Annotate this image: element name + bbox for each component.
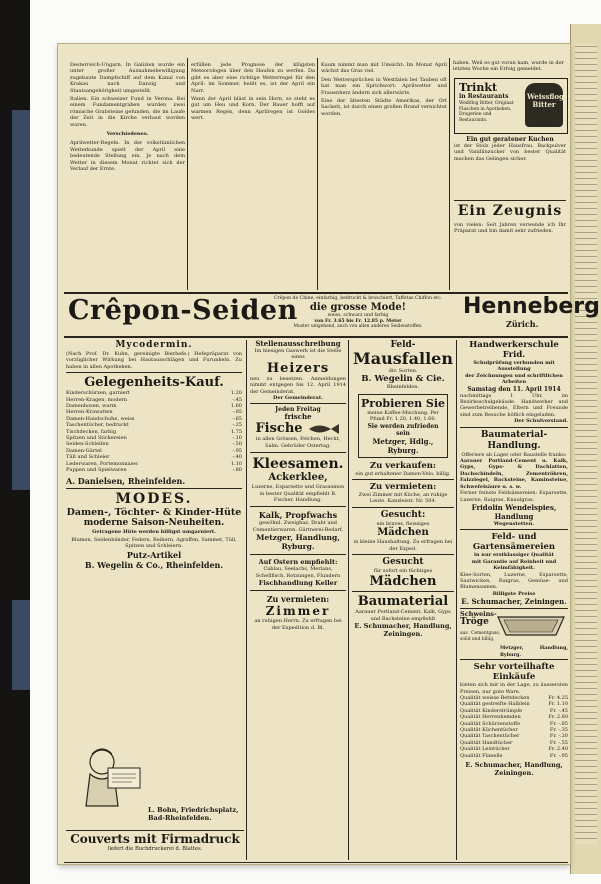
child-illustration xyxy=(72,744,142,814)
banner-colors: weiss, schwarz und farbig xyxy=(327,313,389,318)
metzger-firm: Metzger, Handlung, Ryburg. xyxy=(256,533,340,552)
item-price: 1.60 xyxy=(230,403,242,410)
banner-middle-text xyxy=(254,296,462,332)
zimmer-body: an ruhigen Herrn. Zu erfragen bei der Expedition d. Bl. xyxy=(254,618,342,631)
item-name: Herren-Kragen, modern xyxy=(66,396,128,403)
baumaterial-handlung-body-2: Ferner feinste Feldsämereien: Esparsette, Luzerne, Raigras, Knaulgras. xyxy=(460,490,568,503)
item-price: Fr. -.55 xyxy=(549,739,568,746)
item-price: -.25 xyxy=(232,422,242,429)
maedchen2-body: für sofort ein tüchtiges xyxy=(373,568,433,575)
adjacent-page-edge xyxy=(570,24,601,874)
modes-note: Getragene Hüte werden billigst umgarniert. xyxy=(92,528,216,535)
ackerklee-heading: Ackerklee, xyxy=(268,472,328,484)
schweins-label: Schweins- xyxy=(460,610,497,619)
probieren-box xyxy=(358,394,448,458)
item-price: -.10 xyxy=(232,435,242,442)
item-name: Damenhosen, warm xyxy=(66,403,117,410)
item-name: Seiden-Schleifen xyxy=(66,441,109,448)
item-name: Qualität Schürzenstoffe xyxy=(460,720,521,727)
kalk-heading: Kalk, Propfwachs xyxy=(258,510,338,521)
column-rule xyxy=(187,58,188,290)
trough-icon xyxy=(496,613,566,637)
brand-logo-text: Weissflog Bitter xyxy=(527,92,564,109)
item-name: Qualität Flanelle xyxy=(460,752,503,759)
vorteilhafte-body: bieten sich mir in der Lage, zu äussersten Preisen, nur gute Ware. xyxy=(460,682,568,695)
mycodermin-body: (Nach Prof. Dr. Kuhn, gereinigte Bierhefe.) Hefepräparat von vorzüglicher Wirkung bei Hautausschlägen und Furunkeln. Zu haben in allen Apotheken. xyxy=(66,351,242,370)
stelle-body-2: neu zu besetzen. Anmeldungen nimmt entgegen bis 12. April 1914 der Gemeinderat. xyxy=(250,375,346,395)
gemeinderat-sign: Der Gemeinderat. xyxy=(273,395,323,402)
top-right-column xyxy=(321,62,447,286)
baumaterial-handlung-body: Aarauer Portland-Cement u. Kalk, Gyps, Gyps- & Dachlatten, Dachschindeln, Zementröhren, Falzziegel, Backsteine, Kaminsteine, Schwefelsäure u. s. w. xyxy=(460,458,568,490)
modes-body: Blumen, Seidenbänder, Federn, Reihern, Agraffen, Sammet, Tüll, Spitzen und Schleiern. xyxy=(71,536,237,550)
feld-gartensamen-sub: in nur erstklassiger Qualität xyxy=(474,552,554,559)
gesucht-body: ein braves, fleissiges xyxy=(376,520,430,527)
ostern-heading: Auf Ostern empfiehlt: xyxy=(258,558,338,567)
gesucht-heading: Gesucht: xyxy=(380,509,426,520)
troege-firm: Metzger, Handlung, Ryburg. xyxy=(500,645,568,658)
mausfallen-heading: Mausfallen xyxy=(353,349,453,368)
troege-body: aus Cementguss, solid und billig. xyxy=(460,631,500,642)
item-name: Qualität Herrenhemden xyxy=(460,714,521,721)
child-drawing xyxy=(72,744,142,814)
mycodermin-heading: Mycodermin. xyxy=(115,340,193,350)
separator-rule xyxy=(454,200,566,201)
item-price: Fr. -.45 xyxy=(549,707,568,714)
bohn-advert xyxy=(148,806,244,828)
probieren-slogan: Sie werden zufrieden sein xyxy=(367,422,439,437)
vorteilhafte-heading: Sehr vorteilhafte Einkäufe xyxy=(473,662,555,683)
item-name: Damen-Handschuhe, weiss xyxy=(66,415,135,422)
stelle-body: Im hiesigen Gaswerk ist die Stelle eines xyxy=(254,348,342,361)
baumaterial-handlung-heading: Baumaterial-Handlung. xyxy=(480,429,548,451)
verkaufen-heading: Zu verkaufen: xyxy=(369,460,437,471)
henneberg-city: Zürich. xyxy=(506,319,539,329)
fish-icon xyxy=(307,422,341,436)
page-bottom-rule xyxy=(64,862,568,863)
item-name: Damen-Gürtel xyxy=(66,447,102,454)
item-price: Fr. -.85 xyxy=(549,720,568,727)
item-price: Fr. -.95 xyxy=(549,752,568,759)
bottom-firm: E. Schumacher, Handlung, Zeiningen. xyxy=(465,761,563,778)
item-name: Qualität Küchentücher xyxy=(460,727,518,733)
advert-column-3 xyxy=(352,340,454,862)
item-price: -.40 xyxy=(232,454,242,461)
handwerkerschule-heading: Handwerkerschule Frid. xyxy=(469,340,559,360)
banner-bottom-rule xyxy=(64,336,568,338)
probieren-body: meine Kaffee-Mischung. Per Pfund Fr. 1.20, 1.40, 1.60. xyxy=(367,409,439,423)
modes-heading: MODES. xyxy=(115,490,193,507)
mausfallen-body: div. Sorten. xyxy=(388,368,418,374)
banner-fabrics: Crêpon de Chine, einfarbig, bedruckt & broschiert, Taffetas Chiffon etc. xyxy=(274,296,442,301)
schweinstroege-advert xyxy=(460,611,568,657)
maedchen-heading: Mädchen xyxy=(377,527,429,539)
baumaterial-handlung-sub: Offeriere ab Lager oder Baustelle franko: xyxy=(461,451,567,458)
zimmer-heading: Zimmer xyxy=(265,604,331,619)
trinkt-advert xyxy=(454,78,568,134)
item-price: -.80 xyxy=(232,467,242,474)
feld-gartensamen-sub-2: mit Garantie auf Reinheit und Keimfähigkeit. xyxy=(471,558,557,572)
wegelin-cie-firm: B. Wegelin & Cie. xyxy=(361,374,445,385)
item-name: Puppen und Spielwaren xyxy=(66,467,127,474)
fischhandlung-firm: Fischhandlung Keller xyxy=(258,579,338,588)
kalk-body: gewöhnl. Zweighaz, Draht und Cementierwaren. Gärtnerei-Bedarf. xyxy=(252,520,344,533)
section-heading: Verschiedenes. xyxy=(106,131,149,138)
kuchen-body: ist der Stolz jeder Hausfrau. Backpulver und Vanillinzucker von bester Qualität machen das Gelingen sicher. xyxy=(454,143,566,162)
item-price: Fr. 2.80 xyxy=(548,714,568,721)
item-name: Tüll und Schleier xyxy=(66,454,110,461)
item-name: Herren-Krawatten xyxy=(66,409,113,416)
item-name: Taschentücher, bedruckt xyxy=(66,422,129,429)
couverts-advert xyxy=(66,832,244,862)
banner-slogan: die grosse Mode! xyxy=(309,302,407,313)
item-name: Qualität Handtücher xyxy=(460,739,513,746)
column-rule xyxy=(348,340,349,860)
trinkt-body: Weißflog Bitter, Original-Flaschen in Apotheken, Drogerien und Restaurants. xyxy=(459,101,515,123)
vermieten-heading-2: Zu vermieten: xyxy=(369,482,437,493)
article-paragraph: erfüllen jede Prognose der klügsten Meteorologen über den Haufen zu werfen. Da gibt es aber eine richtige Wetterregel für den April: im Sommer, heißt es, ist der April ein Narr. xyxy=(191,62,315,94)
item-name: Qualität gestreifte Halblein xyxy=(460,701,530,708)
baumaterial-body: Aarauer Portland-Cement, Kalk, Gyps und Backsteine empfiehlt xyxy=(355,609,451,622)
item-price: 1.75 xyxy=(230,428,242,435)
stelle-heading: Stellenausschreibung xyxy=(255,339,341,348)
trinkt-heading: Trinkt xyxy=(459,81,498,94)
wegelin-firm: B. Wegelin & Co., Rheinfelden. xyxy=(84,559,224,570)
article-paragraph: haben. Weil es gut voran kam, wurde in der letzten Woche ein Erfolg gemeldet. xyxy=(453,60,564,73)
zeugnis-body: von vielen: Seit Jahren verwende ich Ihr Präparat und bin damit sehr zufrieden. xyxy=(454,222,566,235)
couverts-heading: Couverts mit Firmadruck xyxy=(70,832,240,846)
advert-column-2 xyxy=(250,340,346,862)
item-price: -.45 xyxy=(232,396,242,403)
article-paragraph: Eine der ältesten Städte Amerikas, der Ort Sackett, ist durch einen großen Brand vernichtet worden. xyxy=(321,98,447,117)
schulvorstand-sign: Der Schulvorstand. xyxy=(514,418,568,425)
wendelspies-city: Wegenstetten. xyxy=(493,520,535,527)
separator-rule xyxy=(66,830,244,831)
column-rule xyxy=(449,58,450,290)
item-name: Kinderschürzen, garniert xyxy=(66,390,131,397)
vermieten-body: Zwei Zimmer mit Küche, an ruhige Leute. Kanzleistr. Nr. 504. xyxy=(358,492,448,505)
handwerkerschule-body: nachmittags 1 Uhr, im Bezirksschulgebäude. Handwerker und Gewerbetreibende, Eltern und Freunde sind zum Besuche höflich eingeladen. xyxy=(460,392,568,418)
item-price: -.50 xyxy=(232,441,242,448)
advert-column-4 xyxy=(460,340,568,862)
article-paragraph: Italien. Ein schweizer Fund in Verona. Bei einem Fundamentgraben wurden zwei römische Grabsteine gefunden, die im Laufe der Zeit in die Kirche verbaut worden waren. xyxy=(70,96,185,128)
item-price: Fr. 2.40 xyxy=(548,746,568,753)
item-name: Qualität Kinderstrümpfe xyxy=(460,707,523,714)
probieren-heading: Probieren Sie xyxy=(361,396,446,410)
handwerkerschule-sub-2: der Zeichnungen und schriftlichen Arbeiten xyxy=(465,372,563,386)
item-price: -.85 xyxy=(232,409,242,416)
bohn-city: Bad-Rheinfelden. xyxy=(148,814,212,822)
goods-list-row xyxy=(460,753,568,759)
item-price: Fr. 4.25 xyxy=(548,694,568,701)
gesucht-heading-2: Gesucht xyxy=(382,557,424,568)
article-paragraph: Wann der April bläst in sein Horn, so steht es gut um Heu und Korn. Der Bauer hofft auf warmen Regen, denn Aprilregen ist Goldes wert. xyxy=(191,96,315,122)
top-middle-column xyxy=(191,62,315,286)
handwerkerschule-date: Samstag den 11. April 1914 xyxy=(467,385,561,393)
verkaufen-body: ein gut erhaltener Damen-Velo, billig. xyxy=(355,470,451,477)
column-rule xyxy=(456,340,457,860)
fische-row xyxy=(250,421,346,436)
schumacher-zeiningen-firm: E. Schumacher, Zeiningen. xyxy=(461,597,567,607)
kleesamen-heading: Kleesamen. xyxy=(252,456,344,473)
fish-list: Cablau, Seelachs, Merlans, Schellfisch, Rotzungen, Flundern xyxy=(255,566,341,579)
troege-label: Tröge xyxy=(460,617,489,628)
danielsen-firm: A. Danielsen, Rheinfelden. xyxy=(66,475,186,486)
item-price: 1.20 xyxy=(230,390,242,397)
putz-heading: Putz-Artikel xyxy=(126,549,182,560)
banner-price: von Fr. 3.65 bis Fr. 12.85 p. Meter xyxy=(314,318,402,324)
spine-band xyxy=(12,600,30,690)
newspaper-page xyxy=(58,44,600,864)
goods-list xyxy=(460,695,568,759)
feld-gartensamen-price: Billigste Preise xyxy=(492,590,536,597)
bitter-bottle-logo xyxy=(525,83,563,127)
zeugnis-heading: Ein Zeugnis xyxy=(457,203,563,219)
article-paragraph: Desterreich-Ungarn. In Galizien wurde ein unter großer Ausnahmebewilligung zugebaute Dampfschiff auf dem Kanal von Krakau nach Danzig und Staatsangehörigkeit umgestellt. xyxy=(70,62,185,94)
feld-gartensamen-heading: Feld- und Gartensämereien xyxy=(472,532,556,553)
crepon-seiden-heading: Crêpon-Seiden xyxy=(68,295,298,326)
banner-samples: Muster umgehend, auch von allen anderen Seidenstoffen. xyxy=(293,324,423,329)
price-list-row xyxy=(66,467,242,473)
feld-gartensamen-body: Klee-Sorten, Luzerne, Esparsette, Saatwicken, Raigras, Gemüse- und Blumensamen. xyxy=(460,571,568,591)
item-name: Qualität Taschentücher xyxy=(460,733,520,740)
column-rule xyxy=(317,58,318,290)
item-name: Qualität Leintücher xyxy=(460,746,510,753)
feld-heading: Feld- xyxy=(390,340,416,350)
article-paragraph: Kaum nimmt man mit Umsicht: Im Monat April wächst das Gras viel. xyxy=(321,62,447,75)
item-name: Qualität weisse Bettdecken xyxy=(460,694,530,701)
item-name: Tischdecken, farbig xyxy=(66,428,117,435)
henneberg-heading: Henneberg xyxy=(463,294,600,319)
baumaterial-heading: Baumaterial xyxy=(357,594,449,610)
maedchen-body: in kleine Haushaltung. Zu erfragen bei der Exped. xyxy=(353,539,453,552)
schumacher-firm: E. Schumacher, Handlung, Zeiningen. xyxy=(354,622,452,639)
item-price: -.65 xyxy=(232,415,242,422)
kleesamen-body: Luzerne, Esparsette und Grassamen in bester Qualität empfiehlt B. Fischer, Handlung. xyxy=(251,484,345,504)
wegelin-cie-city: Rheinfelden. xyxy=(386,384,420,391)
item-price: Fr. 1.10 xyxy=(548,701,568,708)
gelegenheitskauf-heading: Gelegenheits-Kauf. xyxy=(84,375,224,391)
vermieten-heading: Zu vermieten: xyxy=(266,594,330,605)
zeugnis-advert xyxy=(454,204,566,284)
spine-band xyxy=(12,110,30,490)
trinkt-subheading: in Restaurants xyxy=(459,93,509,100)
book-spine xyxy=(0,0,30,884)
item-name: Lederwaren, Portemonnaies xyxy=(66,460,138,467)
item-price: 1.10 xyxy=(230,460,242,467)
kuchen-advert xyxy=(454,136,566,196)
heizers-heading: Heizers xyxy=(266,360,330,376)
article-paragraph: Aprilwetter-Regeln. In der volkstümlichen Wetterkunde spielt der April eine bedeutende Stellung ein. Je nach dem Wetter in diesem Monat richtet sich der Verlauf der Ernte. xyxy=(70,140,185,173)
fische-heading: Fische xyxy=(255,421,303,437)
handwerkerschule-sub: Schulprüfung verbunden mit Ausstellung xyxy=(473,360,555,373)
top-left-column xyxy=(70,62,185,262)
maedchen2-heading: Mädchen xyxy=(369,574,437,590)
item-price: Fr. -.35 xyxy=(549,727,568,733)
bohn-firm: L. Bohn, Friedrichsplatz, xyxy=(148,806,239,814)
modes-season: moderne Saison-Neuheiten. xyxy=(83,517,225,528)
freitag-line: Jeden Freitag xyxy=(275,406,321,414)
item-price: -.95 xyxy=(232,447,242,454)
price-list xyxy=(66,390,242,473)
fische-body: in allen Grössen, Felchen, Hecht, Salm. Gebrüder Ostertag. xyxy=(255,436,341,449)
column-rule xyxy=(246,340,247,860)
modes-subheading: Damen-, Töchter- & Kinder-Hüte xyxy=(66,506,242,518)
wendelspies-firm: Fridolin Wendelspies, Handlung xyxy=(471,502,557,521)
metzger-hdlg-firm: Metzger, Hdlg., Ryburg. xyxy=(372,436,434,455)
frische-line: frische xyxy=(284,412,312,422)
article-paragraph: Den Wettersprüchen in Westfalen bei Tauben oft hat man ein Sprichwort: Aprilwetter und Frauenherz ändern sich allerwärts. xyxy=(321,76,447,96)
couverts-subheading: liefert die Buchdruckerei d. Blattes. xyxy=(107,846,203,852)
kuchen-heading: Ein gut geratener Kuchen xyxy=(466,136,554,143)
item-name: Spitzen und Stickereien xyxy=(66,435,127,442)
item-price: Fr. -.20 xyxy=(549,733,568,740)
